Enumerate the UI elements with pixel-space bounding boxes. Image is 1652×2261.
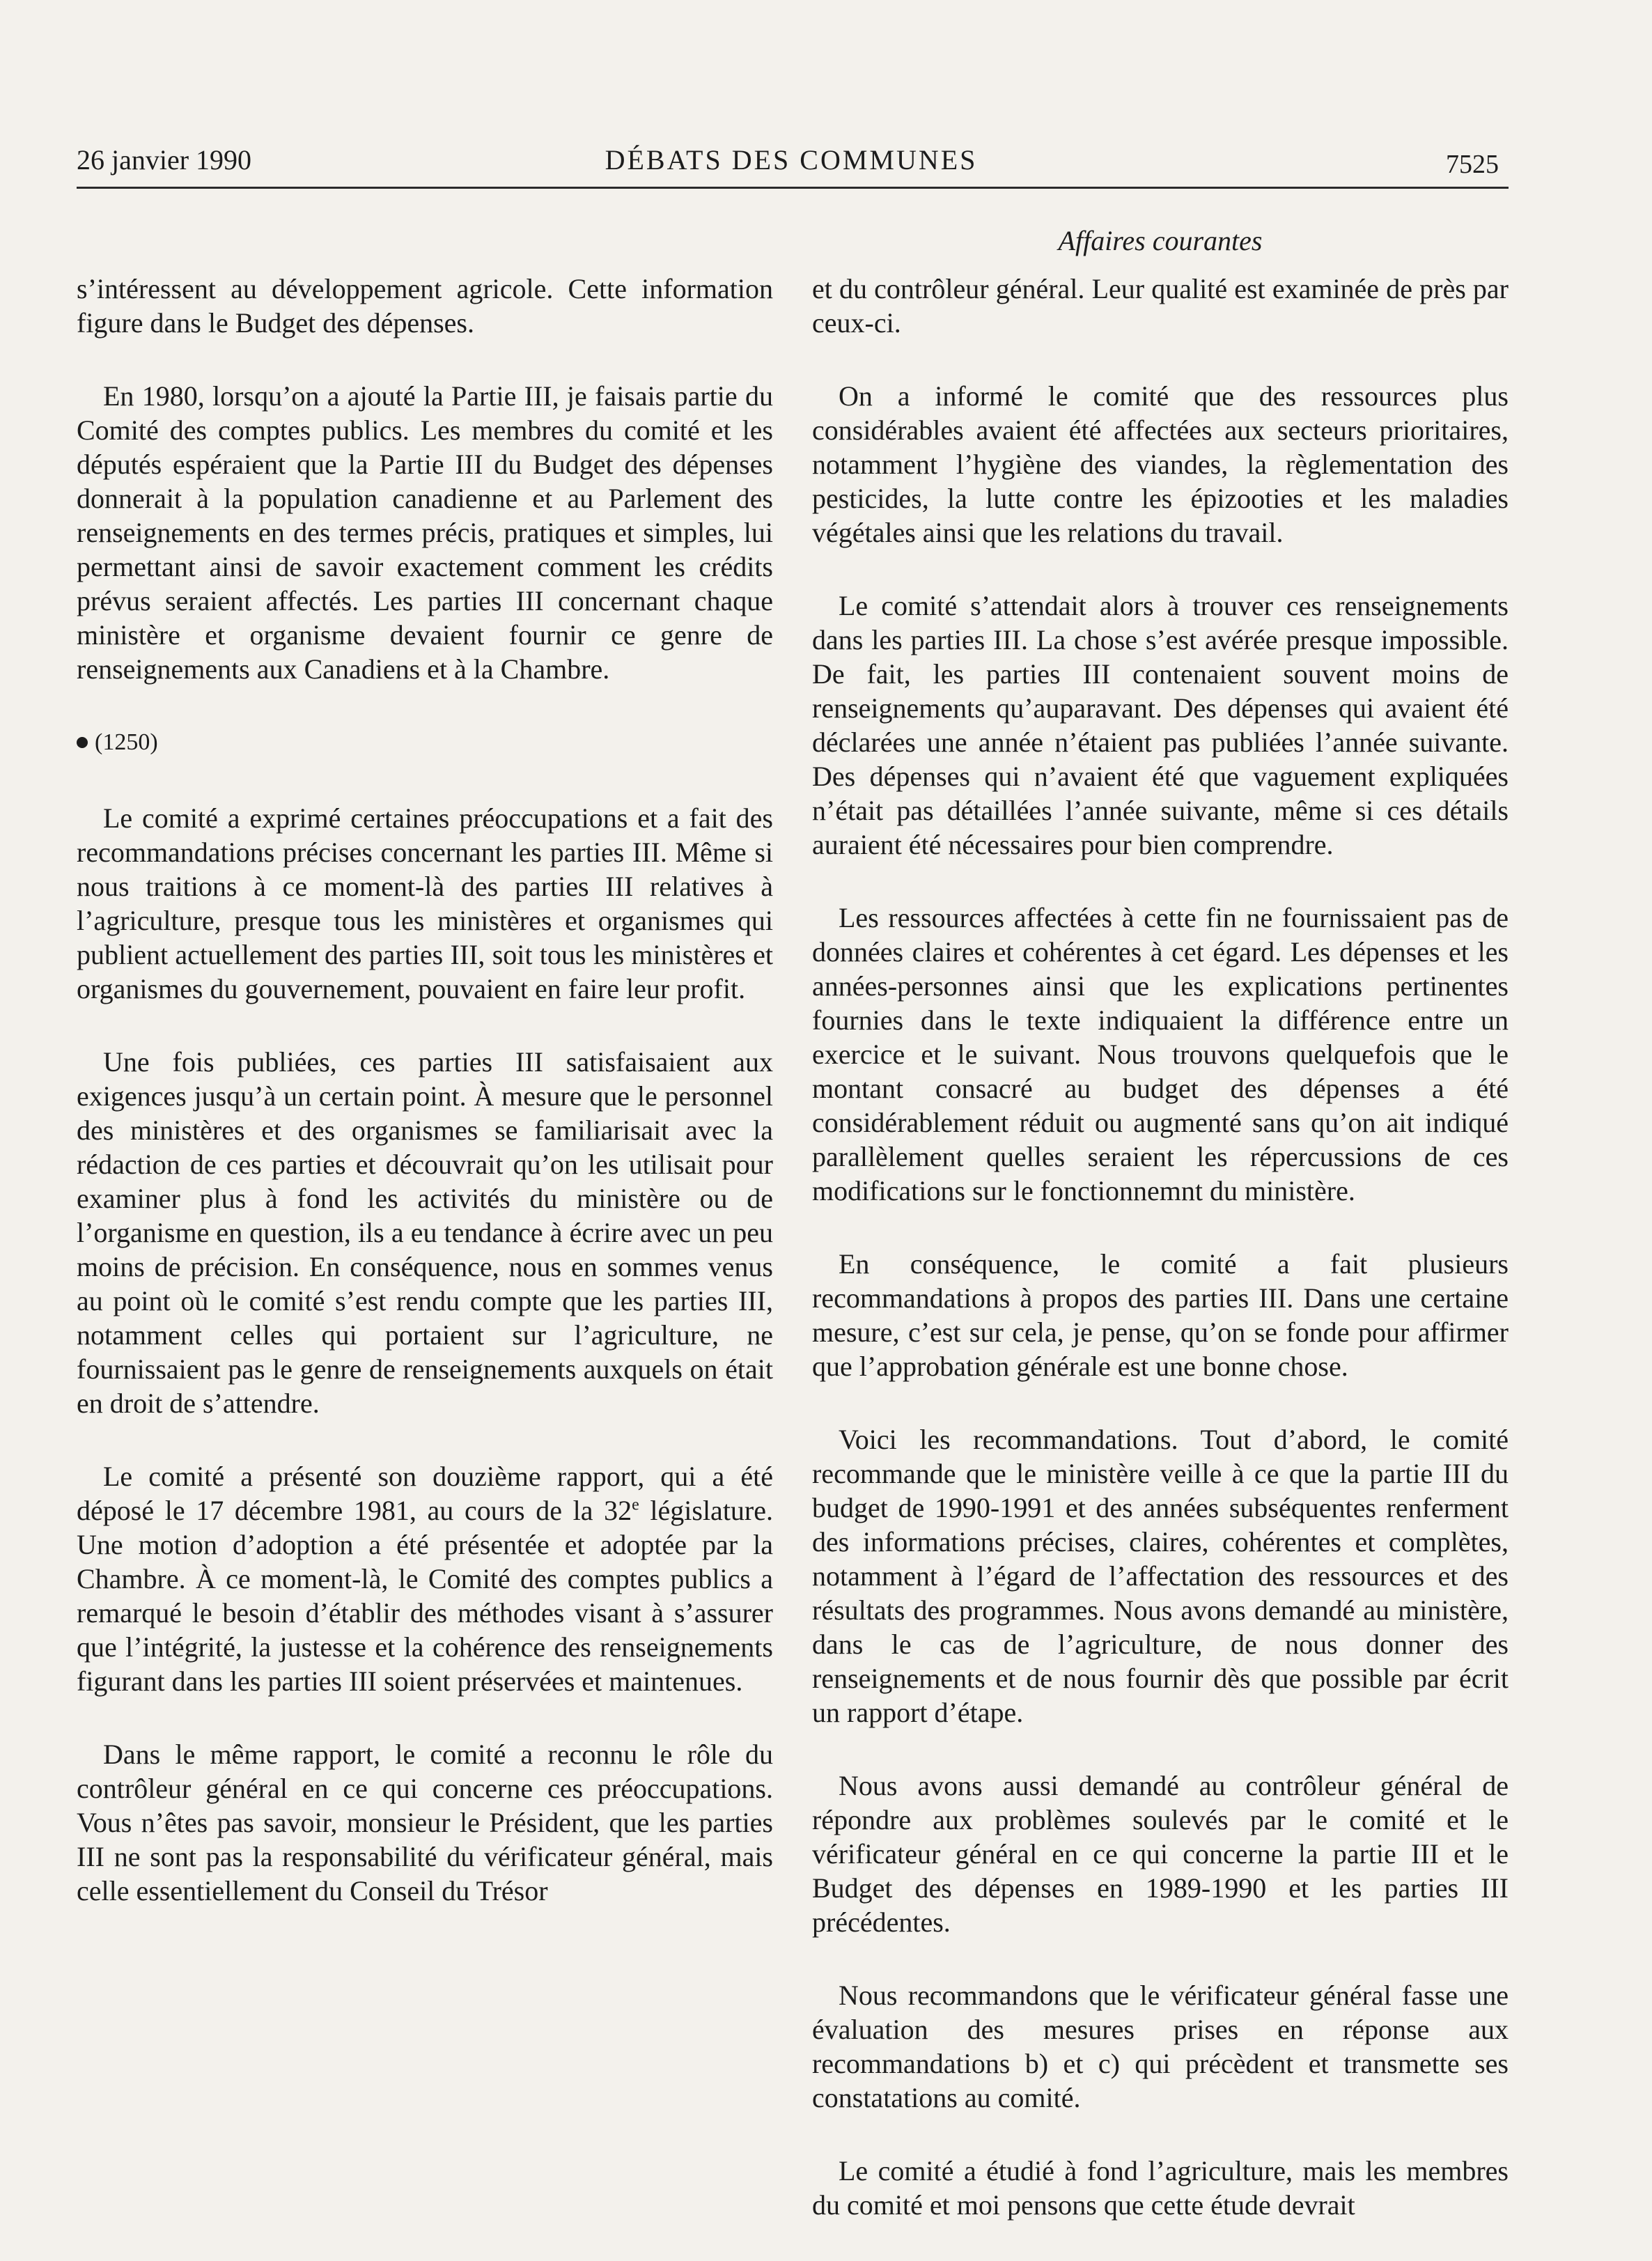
paragraph: Une fois publiées, ces parties III satisfaisaient aux exigences jusqu’à un certain point. À mesure que le personnel des ministères et des organismes se familiarisait avec la rédaction de ces parties et découvrait qu’on les utilisait pour examiner plus à fond les activités du ministère ou de l’organisme en question, ils a eu tendance à écrire avec un peu moins de précision. En conséquence, nous en sommes venus au point où le comité s’est rendu compte que les parties III, notamment celles qui portaient sur l’agriculture, ne fournissaient pas le genre de renseignements auxquels on était en droit de s’attendre. (77, 1046, 773, 1419)
time-marker-text: (1250) (95, 729, 158, 755)
section-label: Affaires courantes (1058, 225, 1263, 256)
paragraph: Dans le même rapport, le comité a reconnu le rôle du contrôleur général en ce qui concerne ces préoccupations. Vous n’êtes pas savoir, monsieur le Président, que les parties III ne sont pas la responsabilité du vérificateur général, mais celle essentiellement du Conseil du Trésor (77, 1739, 773, 1906)
superscript: e (632, 1495, 639, 1514)
header-title: DÉBATS DES COMMUNES (605, 144, 978, 176)
paragraph (77, 1459, 773, 1698)
paragraph: Nous recommandons que le vérificateur général fasse une évaluation des mesures prises en réponse aux recommandations b) et c) qui précèdent et transmette ses constatations au comité. (812, 1980, 1509, 2113)
time-marker (77, 725, 773, 759)
right-column (812, 272, 1509, 2261)
header-rule (77, 187, 1509, 189)
paragraph-text: législature. Une motion d’adoption a été présentée et adoptée par la Chambre. À ce moment-là, le Comité des comptes publics a remarqué le besoin d’établir des méthodes visant à s’assurer que l’intégrité, la justesse et la cohérence des renseignements figurant dans les parties III soient préservées et maintenues. (77, 1495, 773, 1697)
bullet-icon (77, 737, 88, 748)
left-column (77, 272, 773, 1947)
paragraph: En conséquence, le comité a fait plusieurs recommandations à propos des parties III. Dans une certaine mesure, c’est sur cela, je pense, qu’on se fonde pour affirmer que l’approbation générale est une bonne chose. (812, 1248, 1509, 1382)
paragraph: Le comité s’attendait alors à trouver ces renseignements dans les parties III. La chose s’est avérée presque impossible. De fait, les parties III contenaient souvent moins de renseignements qu’auparavant. Des dépenses qui avaient été déclarées une année n’étaient pas publiées l’année suivante. Des dépenses qui n’avaient été que vaguement expliquées n’était pas détaillées l’année suivante, même si ces détails auraient été nécessaires pour bien comprendre. (812, 590, 1509, 860)
page-number: 7525 (1446, 150, 1499, 179)
paragraph-text: Le comité a présenté son douzième rapport, qui a été déposé le 17 décembre 1981, au cours de la 32 (77, 1461, 773, 1526)
paragraph: s’intéressent au développement agricole. Cette information figure dans le Budget des dépenses. (77, 273, 773, 339)
paragraph: Le comité a exprimé certaines préoccupations et a fait des recommandations précises concernant les parties III. Même si nous traitions à ce moment-là des parties III relatives à l’agriculture, presque tous les ministères et organismes qui publient actuellement des parties III, soit tous les ministères et organismes du gouvernement, pouvaient en faire leur profit. (77, 802, 773, 1004)
paragraph: Voici les recommandations. Tout d’abord, le comité recommande que le ministère veille à ce que la partie III du budget de 1990-1991 et des années subséquentes renferment des informations précises, claires, cohérentes et complètes, notamment à l’égard de l’affectation des ressources et des résultats des programmes. Nous avons demandé au ministère, dans le cas de l’agriculture, de nous donner des renseignements et de nous fournir dès que possible par écrit un rapport d’étape. (812, 1424, 1509, 1728)
paragraph: Nous avons aussi demandé au contrôleur général de répondre aux problèmes soulevés par le comité et le vérificateur général en ce qui concerne la partie III et le Budget des dépenses en 1989-1990 et les parties III précédentes. (812, 1770, 1509, 1938)
page-header (77, 137, 1506, 185)
paragraph: En 1980, lorsqu’on a ajouté la Partie III, je faisais partie du Comité des comptes publics. Les membres du comité et les députés espéraient que la Partie III du Budget des dépenses donnerait à la population canadienne et au Parlement des renseignements en des termes précis, pratiques et simples, lui permettant ainsi de savoir exactement comment les crédits prévus seraient affectés. Les parties III concernant chaque ministère et organisme devaient fournir ce genre de renseignements aux Canadiens et à la Chambre. (77, 380, 773, 685)
paragraph: et du contrôleur général. Leur qualité est examinée de près par ceux-ci. (812, 273, 1509, 339)
header-date: 26 janvier 1990 (77, 144, 252, 176)
paragraph: Le comité a étudié à fond l’agriculture, mais les membres du comité et moi pensons que cette étude devrait (812, 2155, 1509, 2221)
paragraph: On a informé le comité que des ressources plus considérables avaient été affectées aux secteurs prioritaires, notamment l’hygiène des viandes, la règlementation des pesticides, la lutte contre les épizooties et les maladies végétales ainsi que les relations du travail. (812, 380, 1509, 548)
paragraph: Les ressources affectées à cette fin ne fournissaient pas de données claires et cohérentes à cet égard. Les dépenses et les années-personnes ainsi que les explications pertinentes fournies dans le texte indiquaient la différence entre un exercice et le suivant. Nous trouvons quelquefois que le montant consacré au budget des dépenses a été considérablement réduit ou augmenté sans qu’on ait indiqué parallèlement quelles seraient les répercussions de ces modifications sur le fonctionnemnt du ministère. (812, 902, 1509, 1206)
